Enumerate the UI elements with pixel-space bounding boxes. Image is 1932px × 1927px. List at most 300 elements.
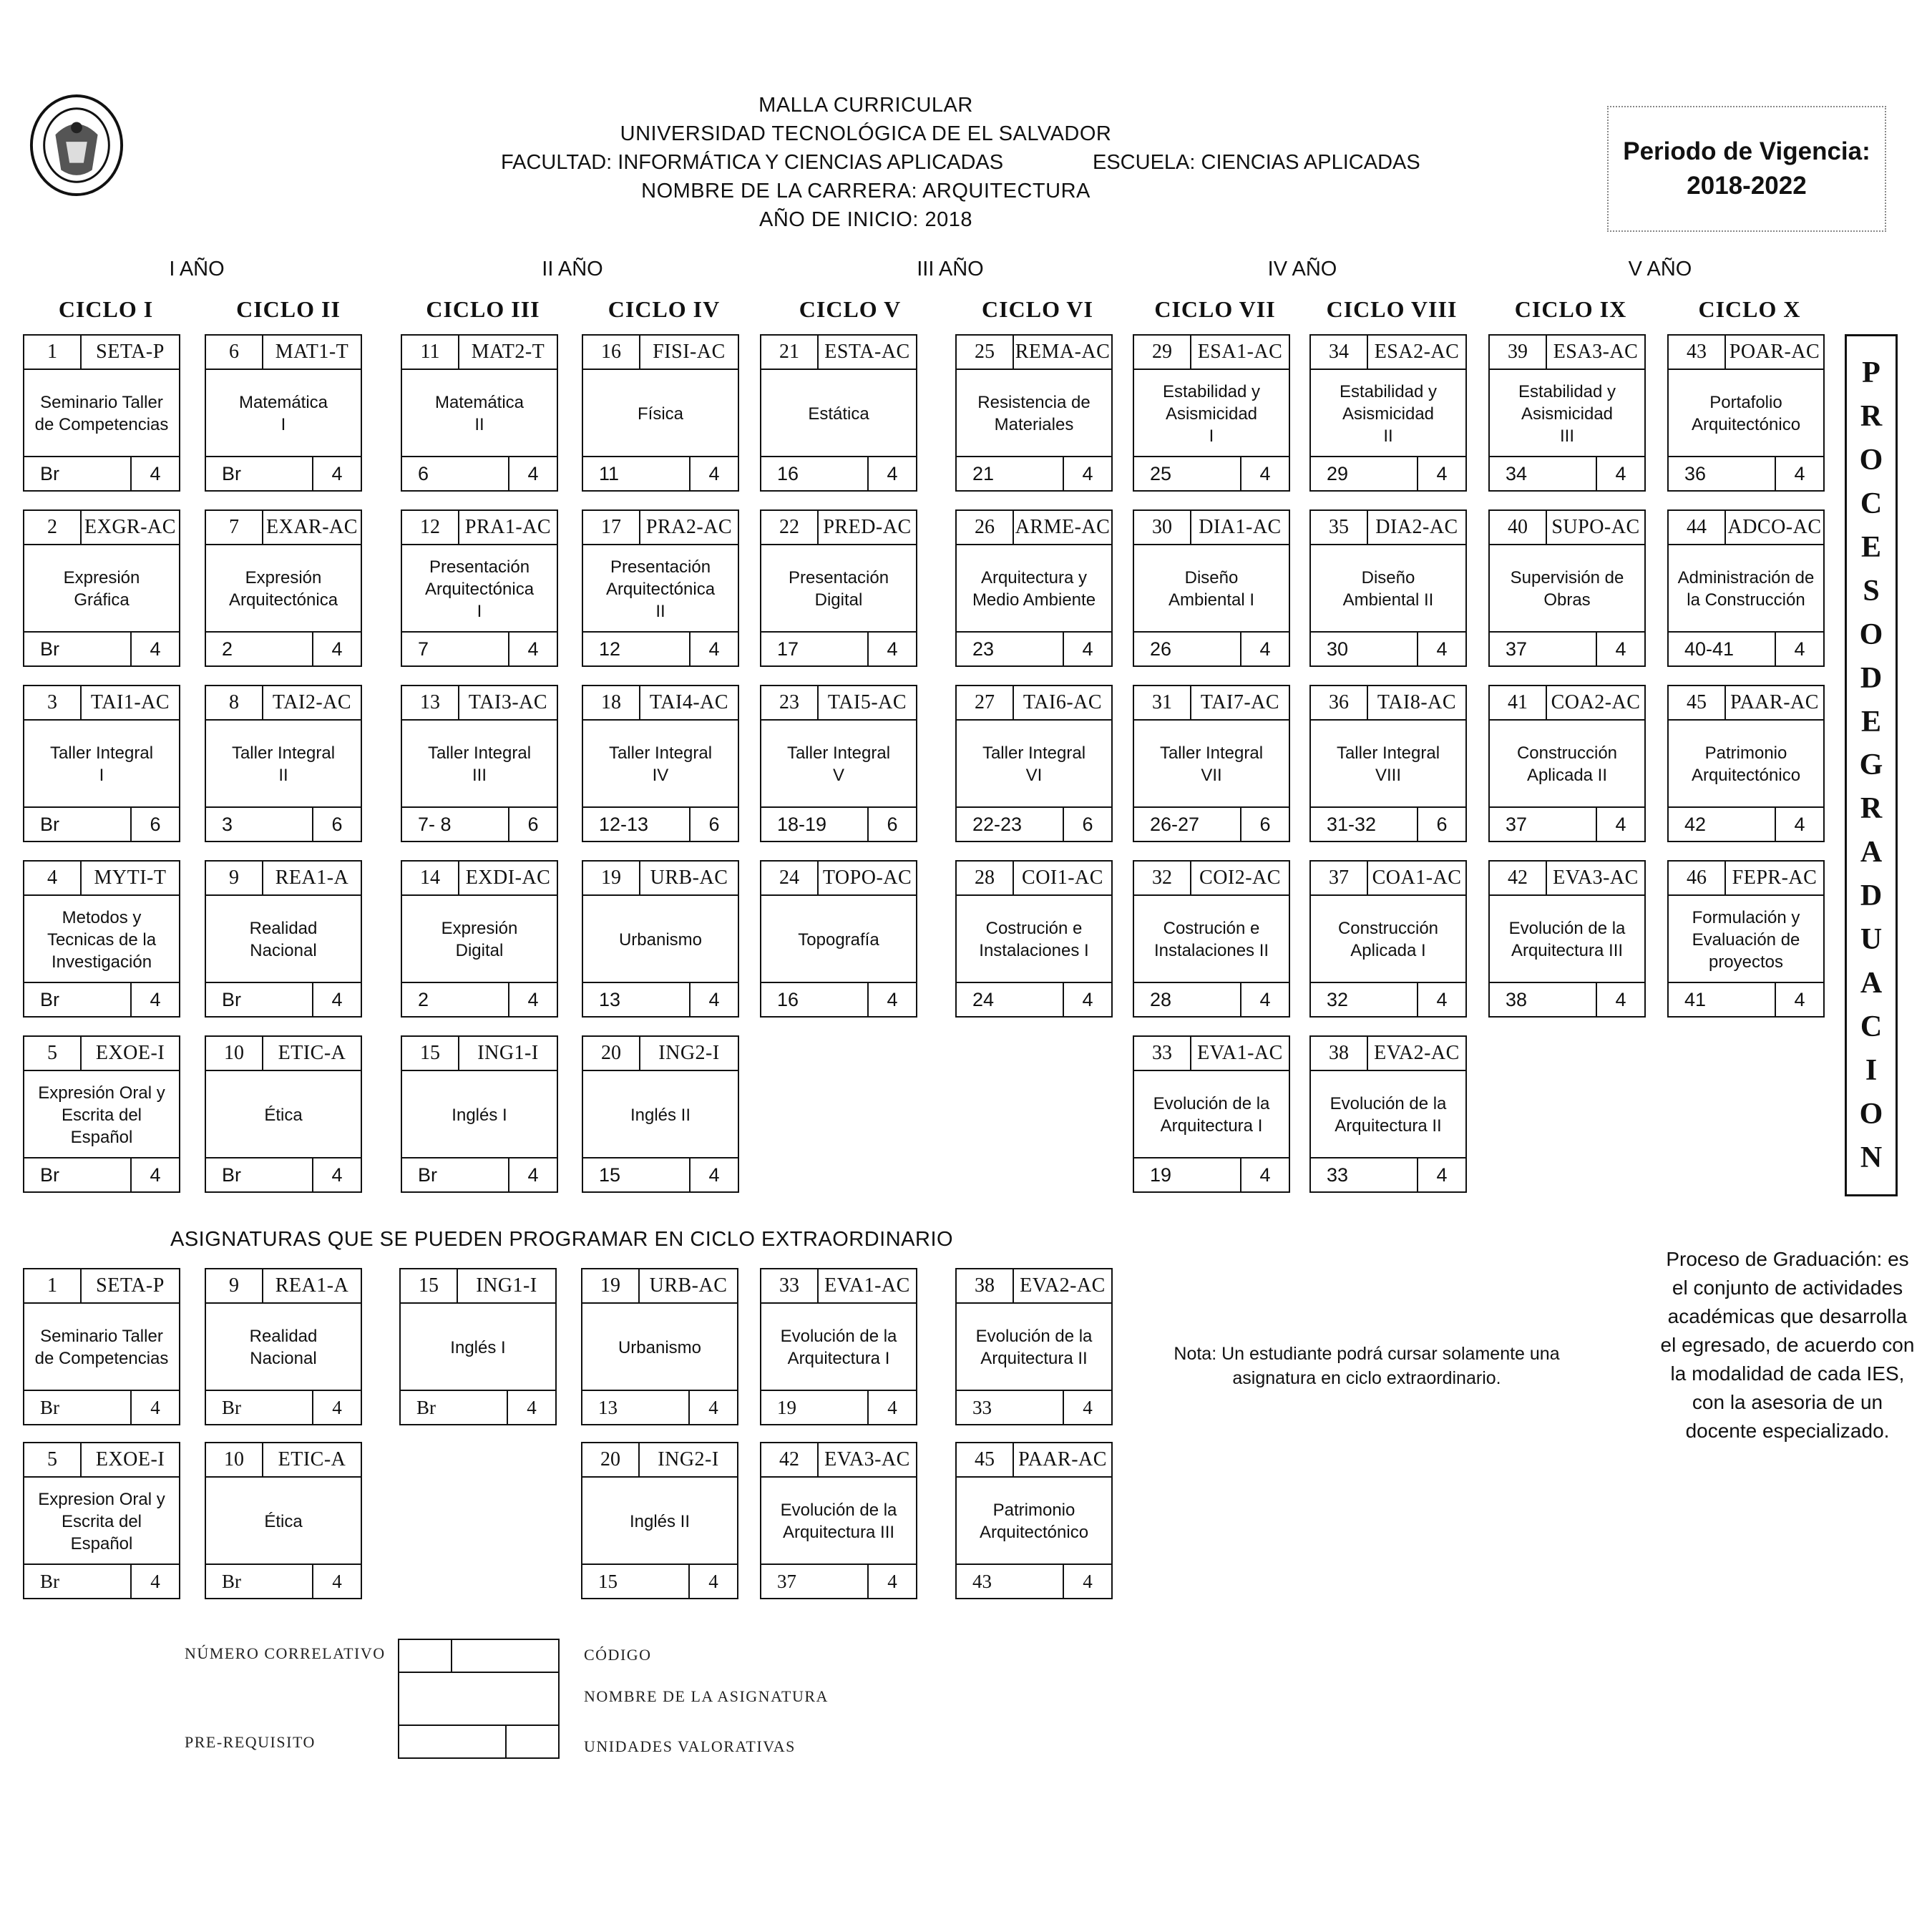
course-name: Taller Integral IV [608,743,713,785]
course-code: ING2-I [658,1042,720,1064]
course-header [1669,686,1823,721]
course-number: 19 [582,1269,640,1302]
course-box [23,334,180,492]
course-footer [24,1563,179,1598]
graduation-letter: N [1860,1141,1883,1174]
course-header [957,336,1111,370]
course-box [23,1035,180,1193]
course-box [401,860,558,1018]
course-code: DIA2-AC [1375,516,1458,538]
course-box [1309,685,1467,842]
ciclo-1: CICLO I [58,296,154,322]
course-footer [1490,631,1644,665]
course-number: 15 [402,1037,459,1070]
course-header [1311,1037,1465,1071]
course-number: 35 [1311,511,1368,544]
course-units: 4 [708,462,720,484]
course-box [205,1035,362,1193]
course-units: 4 [1082,462,1093,484]
course-units: 4 [1436,1163,1448,1186]
course-name: Topografía [798,930,879,950]
legend-box [398,1639,560,1759]
course-header [206,511,361,545]
course-name: Expresión Gráfica [63,568,140,610]
course-prerequisite: 7 [402,633,509,665]
course-name: Urbanismo [618,1337,702,1357]
course-header [761,511,916,545]
course-footer [761,456,916,490]
course-name: Formulación y Evaluación de proyectos [1692,907,1800,972]
course-code: SETA-P [96,1274,165,1297]
course-number: 22 [761,511,819,544]
course-code: COI2-AC [1199,867,1281,889]
course-name: Taller Integral VII [1159,743,1264,785]
course-header [957,511,1111,545]
course-code: EVA3-AC [1553,867,1639,889]
ciclo-7: CICLO VII [1154,296,1276,322]
course-number: 2 [24,511,82,544]
course-footer [957,456,1111,490]
course-prerequisite: Br [24,1158,132,1191]
course-footer [761,982,916,1016]
course-code: PAAR-AC [1730,691,1819,713]
course-number: 3 [24,686,82,719]
course-prerequisite: 19 [1134,1158,1241,1191]
course-prerequisite: Br [24,983,132,1016]
course-units: 4 [1082,638,1093,660]
course-footer [1490,806,1644,841]
course-footer [402,456,557,490]
course-footer [957,631,1111,665]
course-prerequisite: 34 [1490,457,1597,490]
course-prerequisite: 11 [583,457,691,490]
course-prerequisite: 22-23 [957,808,1064,841]
vigencia-value: 2018-2022 [1687,172,1807,200]
graduation-letter: O [1859,443,1883,477]
course-prerequisite: 31-32 [1311,808,1418,841]
course-footer [957,982,1111,1016]
course-header [761,1269,916,1304]
course-number: 17 [583,511,640,544]
course-units: 4 [708,988,720,1010]
course-header [402,336,557,370]
ciclo-9: CICLO IX [1514,296,1627,322]
course-prerequisite: 3 [206,808,313,841]
course-prerequisite: 42 [1669,808,1776,841]
course-name: Portafolio Arquitectónico [1691,393,1801,434]
course-box [205,1442,362,1599]
course-header [24,1037,179,1071]
course-box [401,685,558,842]
course-header [1669,511,1823,545]
course-footer [1134,806,1289,841]
legend-codigo-label: CÓDIGO [584,1646,652,1664]
course-number: 36 [1311,686,1368,719]
course-name: Estabilidad y Asismicidad II [1339,381,1438,446]
course-header [957,686,1111,721]
course-code: EXOE-I [95,1448,165,1470]
course-code: ING2-I [658,1448,719,1470]
course-number: 18 [583,686,640,719]
course-header [1134,1037,1289,1071]
course-prerequisite: 23 [957,633,1064,665]
course-number: 44 [1669,511,1726,544]
course-footer [24,982,179,1016]
course-box [1488,509,1646,667]
course-prerequisite: Br [24,1391,132,1424]
course-code: TAI1-AC [90,691,170,713]
course-units: 4 [1794,988,1805,1010]
course-units: 4 [887,1570,897,1592]
course-name: Expresión Digital [441,919,518,960]
course-box [955,685,1113,842]
course-code: TAI6-AC [1023,691,1103,713]
course-box [401,1035,558,1193]
course-prerequisite: 15 [582,1565,690,1598]
course-footer [1134,631,1289,665]
course-units: 4 [150,1163,161,1186]
course-prerequisite: 29 [1311,457,1418,490]
course-name: Realidad Nacional [249,1327,318,1368]
course-code: PRED-AC [823,516,912,538]
course-code: ARME-AC [1015,516,1111,538]
course-box [1309,1035,1467,1193]
course-box [582,334,739,492]
course-header [582,1269,737,1304]
course-code: ETIC-A [278,1448,346,1470]
course-code: TAI5-AC [827,691,907,713]
course-footer [206,631,361,665]
course-number: 39 [1490,336,1547,369]
course-code: SUPO-AC [1551,516,1640,538]
course-footer [582,1563,737,1598]
course-footer [402,982,557,1016]
course-prerequisite: 13 [582,1391,690,1424]
course-number: 15 [401,1269,458,1302]
course-units: 4 [887,638,898,660]
course-prerequisite: Br [206,1158,313,1191]
course-code: FEPR-AC [1732,867,1818,889]
course-code: URB-AC [649,1274,728,1297]
course-number: 31 [1134,686,1191,719]
graduation-letter: A [1860,967,1883,1000]
course-prerequisite: 25 [1134,457,1241,490]
course-box [23,860,180,1018]
header-escuela: ESCUELA: CIENCIAS APLICADAS [1093,151,1420,174]
course-code: TAI8-AC [1377,691,1457,713]
course-name: Patrimonio Arquitectónico [979,1501,1089,1542]
course-units: 4 [1083,1396,1093,1418]
course-header [206,686,361,721]
header-carrera: NOMBRE DE LA CARRERA: ARQUITECTURA [641,180,1091,203]
course-prerequisite: Br [206,1391,313,1424]
course-code: ING1-I [477,1042,539,1064]
course-prerequisite: 16 [761,983,869,1016]
course-prerequisite: 2 [206,633,313,665]
course-units: 6 [1082,813,1093,835]
course-name: Realidad Nacional [249,919,318,960]
course-box [1667,860,1825,1018]
year-3: III AÑO [917,258,984,280]
course-prerequisite: 41 [1669,983,1776,1016]
course-footer [583,1157,738,1191]
course-header [761,1443,916,1478]
course-box [1309,509,1467,667]
course-name: Ética [264,1511,303,1531]
course-number: 9 [206,862,263,894]
course-box [205,685,362,842]
graduation-letter: O [1859,1097,1883,1131]
course-header [1134,336,1289,370]
course-footer [1311,631,1465,665]
course-box [760,1442,917,1599]
course-prerequisite: 26-27 [1134,808,1241,841]
course-box [1488,334,1646,492]
course-footer [24,631,179,665]
course-number: 33 [1134,1037,1191,1070]
course-footer [1669,631,1823,665]
legend-prereq-label: PRE-REQUISITO [185,1733,316,1751]
course-number: 26 [957,511,1014,544]
graduation-letter: O [1859,618,1883,651]
course-box [1133,860,1290,1018]
course-number: 34 [1311,336,1368,369]
course-units: 4 [1259,1163,1271,1186]
course-code: URB-AC [650,867,728,889]
course-box [760,334,917,492]
course-header [1311,686,1465,721]
course-units: 4 [708,1396,718,1418]
course-header [582,1443,737,1478]
course-prerequisite: 26 [1134,633,1241,665]
course-units: 4 [1436,988,1448,1010]
course-prerequisite: 43 [957,1565,1064,1598]
course-box [23,509,180,667]
course-box [1488,860,1646,1018]
course-code: COI1-AC [1022,867,1103,889]
graduation-letter: I [1865,1054,1878,1087]
course-units: 4 [150,988,161,1010]
course-header [402,862,557,896]
course-box [955,1268,1113,1425]
graduation-letter: D [1860,879,1883,913]
course-number: 14 [402,862,459,894]
course-footer [1311,1157,1465,1191]
course-prerequisite: 36 [1669,457,1776,490]
course-number: 41 [1490,686,1547,719]
course-name: Matemática I [238,393,328,434]
course-number: 8 [206,686,263,719]
course-footer [206,1390,361,1424]
course-box [399,1268,557,1425]
course-number: 5 [24,1443,82,1476]
course-name: Urbanismo [618,930,703,950]
year-2: II AÑO [542,258,603,280]
course-footer [583,982,738,1016]
nota-text: Nota: Un estudiante podrá cursar solamente una asignatura en ciclo extraordinario. [1174,1344,1560,1388]
course-code: MYTI-T [94,867,167,889]
graduation-letter: C [1860,1010,1883,1044]
course-code: ETIC-A [278,1042,346,1064]
course-box [1133,334,1290,492]
course-units: 4 [1615,638,1626,660]
course-prerequisite: 15 [583,1158,691,1191]
course-header [957,1269,1111,1304]
course-prerequisite: 2 [402,983,509,1016]
course-units: 4 [150,1396,160,1418]
graduation-letter: E [1860,530,1881,564]
course-units: 4 [1615,813,1626,835]
course-box [1309,860,1467,1018]
course-footer [401,1390,555,1424]
course-header [957,1443,1111,1478]
course-box [581,1442,738,1599]
course-footer [583,806,738,841]
course-header [1490,336,1644,370]
course-code: ADCO-AC [1727,516,1822,538]
course-box [23,685,180,842]
course-number: 40 [1490,511,1547,544]
course-number: 10 [206,1443,263,1476]
course-units: 6 [150,813,161,835]
course-code: TAI2-AC [272,691,352,713]
header-university: UNIVERSIDAD TECNOLÓGICA DE EL SALVADOR [620,122,1112,145]
course-box [760,860,917,1018]
course-number: 23 [761,686,819,719]
course-units: 4 [1082,988,1093,1010]
course-box [23,1268,180,1425]
course-box [760,509,917,667]
course-footer [761,806,916,841]
course-number: 11 [402,336,459,369]
course-header [1134,511,1289,545]
course-units: 6 [331,813,343,835]
course-header [206,1037,361,1071]
header-facultad: FACULTAD: INFORMÁTICA Y CIENCIAS APLICADAS [501,151,1004,174]
course-name: Inglés II [629,1511,691,1531]
course-header [583,686,738,721]
course-footer [206,1157,361,1191]
course-units: 4 [331,1163,343,1186]
course-code: TAI3-AC [468,691,548,713]
course-name: Evolución de la Arquitectura III [1508,919,1626,960]
course-units: 4 [1436,638,1448,660]
course-name: Costrución e Instalaciones II [1153,919,1269,960]
course-box [582,860,739,1018]
course-box [955,1442,1113,1599]
course-code: EVA3-AC [824,1448,910,1470]
course-name: Supervisión de Obras [1510,568,1624,610]
course-units: 4 [332,1570,342,1592]
course-box [23,1442,180,1599]
course-box [582,1035,739,1193]
course-header [583,511,738,545]
graduation-letter: P [1862,356,1880,389]
course-name: Taller Integral II [231,743,336,785]
course-units: 4 [1615,462,1626,484]
course-footer [1669,456,1823,490]
course-header [1669,336,1823,370]
graduacion-description: Proceso de Graduación: es el conjunto de actividades académicas que desarrolla el egresado, de acuerdo con la modalidad de cada IES, con la asesoria de un docente especializado. [1660,1248,1915,1442]
course-units: 4 [708,1163,720,1186]
course-number: 45 [957,1443,1014,1476]
course-code: PAAR-AC [1018,1448,1107,1470]
course-name: Inglés I [452,1105,507,1125]
course-name: Patrimonio Arquitectónico [1691,743,1801,785]
ciclo-8: CICLO VIII [1326,296,1458,322]
course-name: Expresión Oral y Escrita del Español [38,1083,165,1147]
course-prerequisite: 6 [402,457,509,490]
course-units: 4 [527,638,539,660]
course-header [1311,511,1465,545]
course-code: EVA1-AC [1197,1042,1283,1064]
course-header [206,336,361,370]
course-code: TAI4-AC [649,691,729,713]
course-name: Ética [264,1105,303,1125]
course-name: Presentación Arquitectónica II [605,557,716,621]
course-name: Evolución de la Arquitectura III [780,1501,897,1542]
course-name: Expresión Arquitectónica [228,568,338,610]
course-number: 10 [206,1037,263,1070]
course-header [1311,336,1465,370]
course-number: 4 [24,862,82,894]
course-prerequisite: 33 [957,1391,1064,1424]
graduation-letter: E [1860,705,1881,738]
course-name: Metodos y Tecnicas de la Investigación [47,907,157,972]
legend-numero-label: NÚMERO CORRELATIVO [185,1644,386,1662]
course-units: 4 [1615,988,1626,1010]
course-prerequisite: 21 [957,457,1064,490]
course-number: 38 [1311,1037,1368,1070]
course-name: Construcción Aplicada I [1337,919,1439,960]
course-units: 4 [1436,462,1448,484]
course-units: 4 [1083,1570,1093,1592]
ciclo-5: CICLO V [799,296,902,322]
course-name: Taller Integral V [786,743,891,785]
course-header [1669,862,1823,896]
course-number: 32 [1134,862,1191,894]
course-footer [24,1390,179,1424]
course-code: EVA2-AC [1020,1274,1106,1297]
course-footer [24,1157,179,1191]
course-footer [1490,982,1644,1016]
course-footer [1134,456,1289,490]
course-prerequisite: Br [206,983,313,1016]
course-name: Expresion Oral y Escrita del Español [38,1489,165,1553]
course-units: 6 [708,813,720,835]
course-box [1667,509,1825,667]
course-code: COA2-AC [1551,691,1641,713]
course-header [583,1037,738,1071]
course-footer [582,1390,737,1424]
course-units: 4 [708,638,720,660]
course-prerequisite: Br [206,457,313,490]
course-number: 38 [957,1269,1014,1302]
course-name: Resistencia de Materiales [977,393,1091,434]
course-footer [761,1563,916,1598]
course-prerequisite: 38 [1490,983,1597,1016]
course-box [205,860,362,1018]
course-prerequisite: 12-13 [583,808,691,841]
course-footer [24,806,179,841]
course-code: TOPO-AC [822,867,912,889]
course-name: Seminario Taller de Competencias [34,393,169,434]
course-name: Estabilidad y Asismicidad III [1518,381,1616,446]
course-code: EXGR-AC [84,516,176,538]
course-units: 4 [1794,813,1805,835]
course-header [24,1269,179,1304]
course-code: TAI7-AC [1200,691,1280,713]
